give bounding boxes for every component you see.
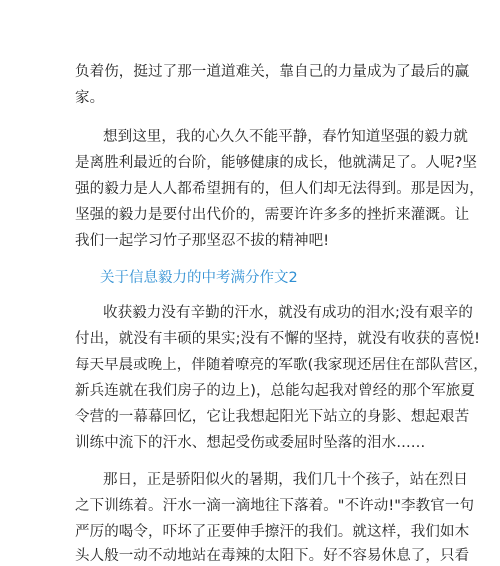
section-heading: 关于信息毅力的中考满分作文2 xyxy=(100,270,298,286)
paragraph-2-line-1: 想到这里，我的心久久不能平静，春竹知道坚强的毅力就 xyxy=(103,129,468,145)
paragraph-2-line-5: 我们一起学习竹子那坚忍不拔的精神吧! xyxy=(75,233,330,249)
paragraph-2-line-4: 坚强的毅力是要付出代价的，需要许许多多的挫折来灌溉。让 xyxy=(75,207,470,223)
paragraph-2-line-3: 强的毅力是人人都希望拥有的，但人们却无法得到。那是因为， xyxy=(75,181,484,197)
paragraph-4-line-4: 头人般一动不动地站在毒辣的太阳下。好不容易休息了，只看 xyxy=(75,548,470,564)
paragraph-4-line-3: 严厉的喝令，吓坏了正要伸手擦汗的我们。就这样，我们如木 xyxy=(75,524,470,540)
paragraph-4-line-2: 之下训练着。汗水一滴一滴地往下落着。"不许动!"李教官一句 xyxy=(75,498,475,514)
paragraph-3-line-4: 新兵连就在我们房子的边上)，总能勾起我对曾经的那个军旅夏 xyxy=(75,383,475,399)
paragraph-3-line-1: 收获毅力没有辛勤的汗水，就没有成功的泪水;没有艰辛的 xyxy=(103,305,473,321)
paragraph-1-line-2: 家。 xyxy=(75,90,105,106)
paragraph-3-line-5: 令营的一幕幕回忆，它让我想起阳光下站立的身影、想起艰苦 xyxy=(75,409,470,425)
paragraph-1-line-1: 负着伤，挺过了那一道道难关，靠自己的力量成为了最后的赢 xyxy=(75,64,470,80)
paragraph-2-line-2: 是离胜利最近的台阶，能够健康的成长，他就满足了。人呢?坚 xyxy=(75,155,477,171)
paragraph-4-line-1: 那日，正是骄阳似火的暑期，我们几十个孩子，站在烈日 xyxy=(103,472,468,488)
paragraph-3-line-3: 每天早晨或晚上，伴随着嘹亮的军歌(我家现还居住在部队营区， xyxy=(75,357,488,373)
paragraph-3-line-2: 付出，就没有丰硕的果实;没有不懈的坚持，就没有收获的喜悦! xyxy=(75,331,481,347)
paragraph-3-line-6: 训练中流下的汗水、想起受伤或委屈时坠落的泪水…… xyxy=(75,435,426,451)
